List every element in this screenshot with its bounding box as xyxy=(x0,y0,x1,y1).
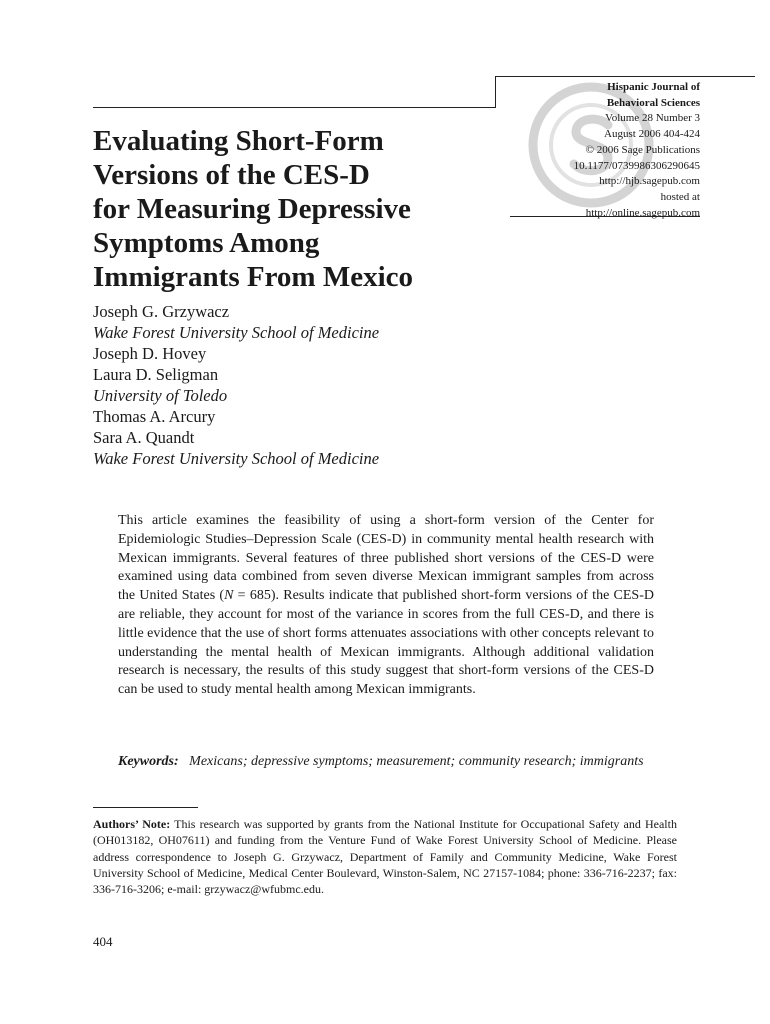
abstract-text-part1: This article examines the feasibility of using a short-form version of the Center for Epidemiologic Studies–Depression Scale (CES-D) in community mental health research with Mexican immigrants. Several features of three published short versions of the CES-D were examined using data combined from seven diverse Mexican immigrant samples from across the United States ( xyxy=(118,513,654,604)
header-rule-corner xyxy=(495,76,755,77)
author-name: Sara A. Quandt xyxy=(93,428,195,447)
author-name: Laura D. Seligman xyxy=(93,365,219,384)
abstract xyxy=(118,512,654,700)
author-name: Joseph D. Hovey xyxy=(93,344,207,363)
footnote-rule xyxy=(93,807,198,808)
title-line: Versions of the CES-D xyxy=(93,159,370,191)
keywords-text: Mexicans; depressive symptoms; measurement; community research; immigrants xyxy=(189,754,644,769)
abstract-text-part2: = 685). Results indicate that published short-form versions of the CES-D are reliable, they account for most of the variance in scores from the full CES-D, and there is little evidence that the use of short forms attenuates associations with other concepts relevant to understanding the mental health of Mexican immigrants. Although additional validation research is necessary, the results of this study suggest that short-form versions of the CES-D can be used to study mental health among Mexican immigrants. xyxy=(118,588,654,698)
header-rule-vertical xyxy=(495,76,496,108)
journal-name: Hispanic Journal of xyxy=(607,81,700,93)
journal-doi[interactable]: 10.1177/0739986306290645 xyxy=(573,159,700,172)
journal-url[interactable]: http://hjb.sagepub.com xyxy=(599,175,700,188)
sample-size-symbol: N xyxy=(224,588,234,604)
keywords xyxy=(118,752,654,771)
title-line: Symptoms Among xyxy=(93,227,320,259)
authors-note xyxy=(93,816,677,897)
author-name: Joseph G. Grzywacz xyxy=(93,302,230,321)
author-affiliation: University of Toledo xyxy=(93,386,228,405)
authors-note-label: Authors’ Note: xyxy=(93,817,171,831)
journal-name-line2: Behavioral Sciences xyxy=(606,96,700,109)
author-affiliation: Wake Forest University School of Medicine xyxy=(93,323,380,342)
author-list xyxy=(93,301,379,469)
page-number: 404 xyxy=(93,934,113,949)
journal-online-url[interactable]: http://online.sagepub.com xyxy=(585,206,700,219)
authors-note-text: This research was supported by grants from the National Institute for Occupational Safety and Health (OH013182, OH07611) and funding from the Venture Fund of Wake Forest University School of Medicine. Please address correspondence to Joseph G. Grzywacz, Department of Family and Community Medicine, Wake Forest University School of Medicine, Medical Center Boulevard, Winston-Salem, NC 27157-1084; phone: 336-716-2237; fax: 336-716-3206; e-mail: grzywacz@wfubmc.edu. xyxy=(93,817,677,897)
title-line: Immigrants From Mexico xyxy=(93,261,413,293)
journal-copyright: © 2006 Sage Publications xyxy=(585,143,700,156)
header-rule xyxy=(93,107,496,108)
article-title xyxy=(93,124,513,294)
keywords-label: Keywords: xyxy=(118,754,179,769)
journal-volume: Volume 28 Number 3 xyxy=(605,112,700,125)
author-name: Thomas A. Arcury xyxy=(93,407,216,426)
journal-info xyxy=(574,80,700,221)
author-affiliation: Wake Forest University School of Medicine xyxy=(93,449,380,468)
journal-date-pages: August 2006 404-424 xyxy=(604,128,700,141)
title-line: for Measuring Depressive xyxy=(93,193,411,225)
title-line: Evaluating Short-Form xyxy=(93,125,384,157)
journal-hosted-at: hosted at xyxy=(660,190,700,203)
